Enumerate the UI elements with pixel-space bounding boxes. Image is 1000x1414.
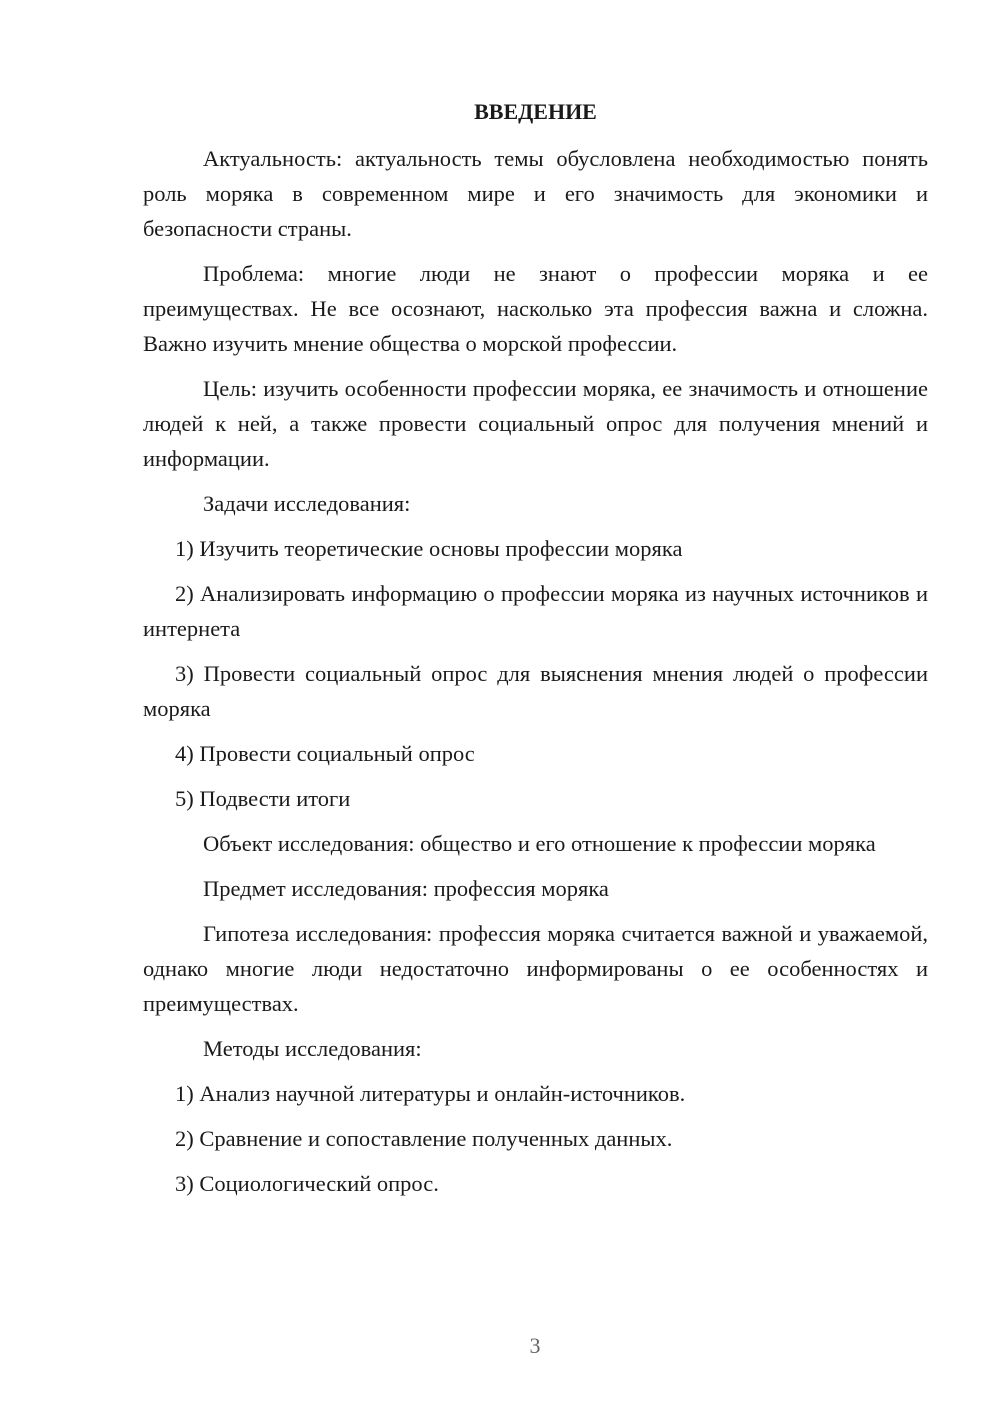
paragraph-relevance: Актуальность: актуальность темы обусловлена необходимостью понять роль моряка в современном мире и его значимость для экономики и безопасности страны. [143, 146, 928, 241]
document-body [143, 94, 928, 1211]
task-item-2: 2) Анализировать информацию о профессии моряка из научных источников и интернета [143, 581, 928, 641]
section-heading: ВВЕДЕНИЕ [474, 99, 597, 124]
page-number: 3 [529, 1333, 541, 1358]
paragraph-object: Объект исследования: общество и его отношение к профессии моряка [203, 831, 876, 856]
methods-title: Методы исследования: [203, 1036, 422, 1061]
method-item-1: 1) Анализ научной литературы и онлайн-источников. [175, 1081, 686, 1106]
paragraph-subject: Предмет исследования: профессия моряка [203, 876, 609, 901]
method-item-3: 3) Социологический опрос. [175, 1171, 439, 1196]
tasks-title: Задачи исследования: [203, 491, 411, 516]
task-item-3: 3) Провести социальный опрос для выяснения мнения людей о профессии моряка [143, 661, 928, 721]
method-item-2: 2) Сравнение и сопоставление полученных данных. [175, 1126, 673, 1151]
paragraph-problem: Проблема: многие люди не знают о профессии моряка и ее преимуществах. Не все осознают, насколько эта профессия важна и сложна. Важно изучить мнение общества о морской профессии. [143, 261, 928, 356]
task-item-1: 1) Изучить теоретические основы профессии моряка [175, 536, 683, 561]
task-item-4: 4) Провести социальный опрос [175, 741, 475, 766]
task-item-5: 5) Подвести итоги [175, 786, 351, 811]
paragraph-hypothesis: Гипотеза исследования: профессия моряка считается важной и уважаемой, однако многие люди недостаточно информированы о ее особенностях и преимуществах. [143, 921, 928, 1016]
paragraph-goal: Цель: изучить особенности профессии моряка, ее значимость и отношение людей к ней, а также провести социальный опрос для получения мнений и информации. [143, 376, 928, 471]
